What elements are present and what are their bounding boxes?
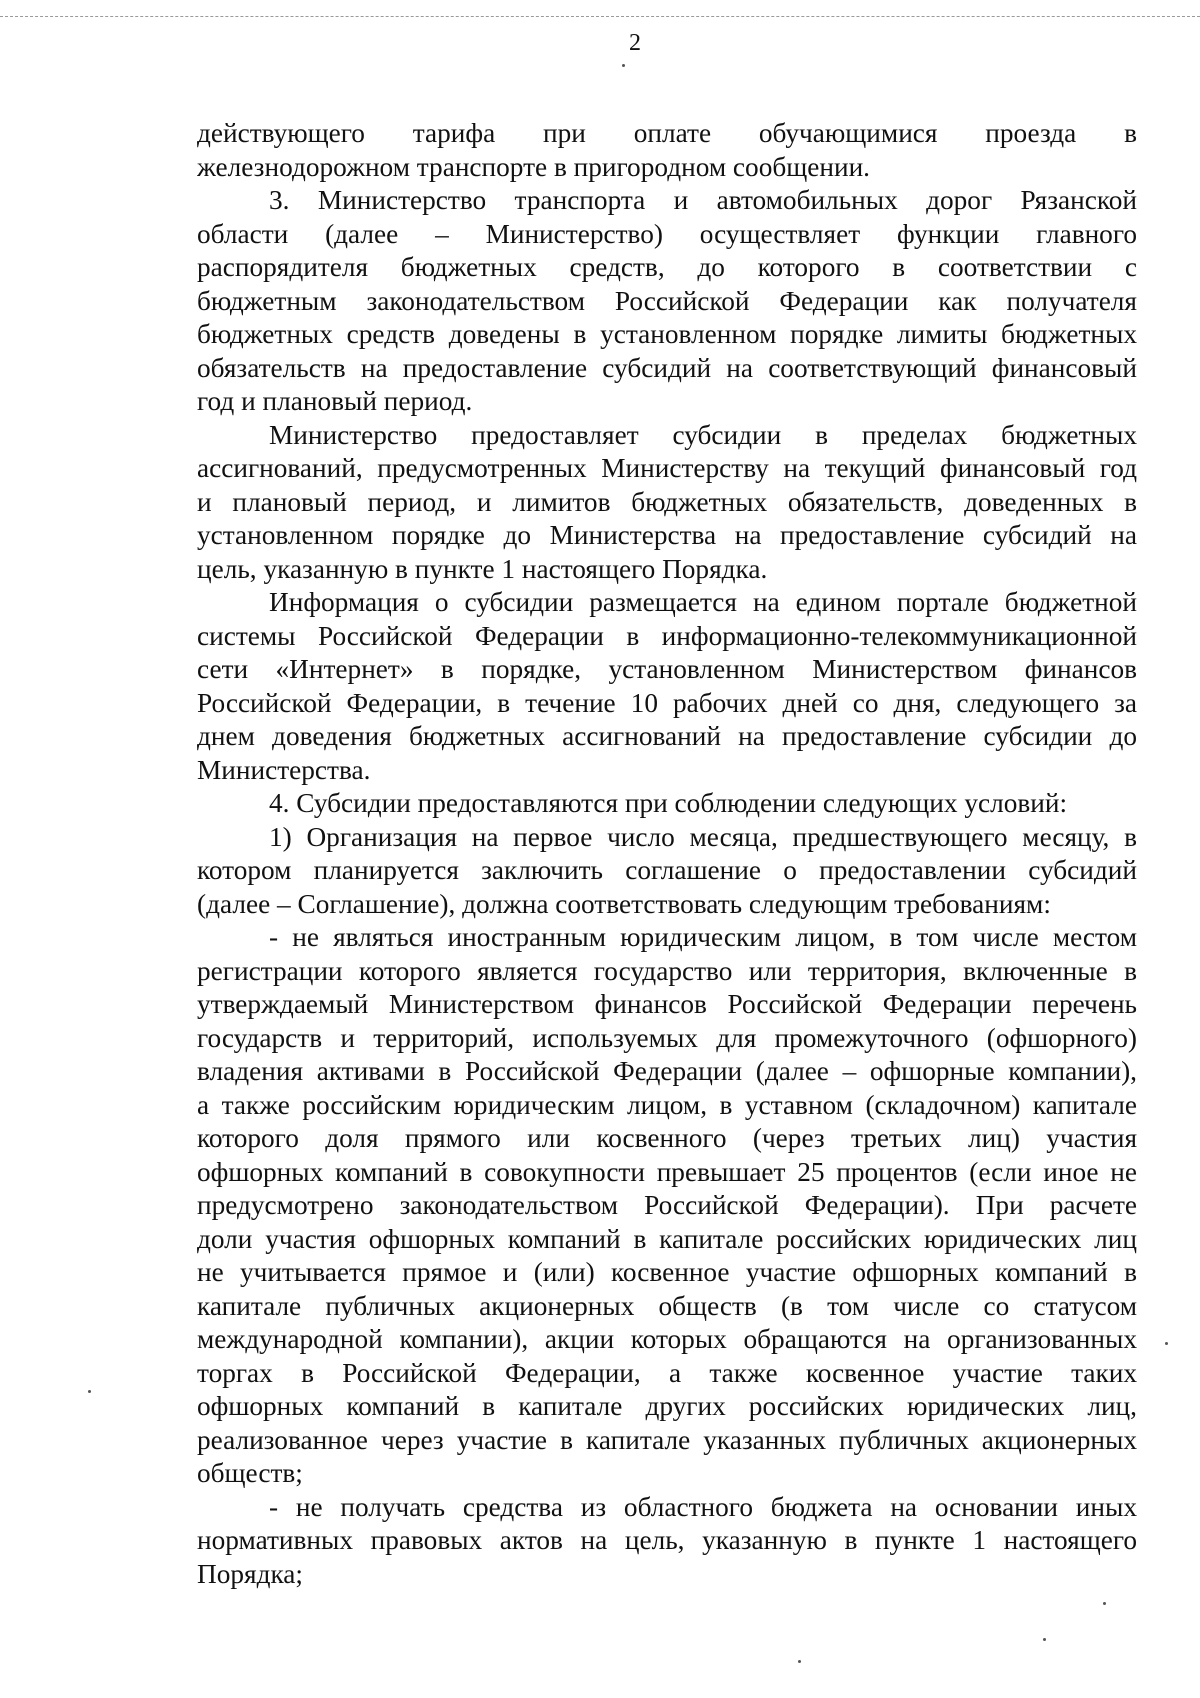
text-line: (далее – Соглашение), должна соответствовать следующим требованиям: [197, 888, 1051, 919]
text-line: Российской Федерации, в течение 10 рабочих дней со дня, следующего за [197, 687, 1137, 718]
page-number: 2 [629, 30, 641, 56]
text-line: Министерство предоставляет субсидии в пределах бюджетных [269, 419, 1137, 450]
text-line: государств и территорий, используемых для промежуточного (офшорного) [197, 1022, 1137, 1053]
text-line: торгах в Российской Федерации, а также косвенное участие таких [197, 1357, 1137, 1388]
text-line: распорядителя бюджетных средств, до которого в соответствии с [197, 252, 1137, 282]
paragraph [197, 419, 1137, 587]
paragraph [197, 184, 1137, 419]
scan-speck [1103, 1602, 1106, 1605]
text-line: котором планируется заключить соглашение о предоставлении субсидий [197, 855, 1137, 885]
scan-speck [1043, 1638, 1046, 1641]
text-line: днем доведения бюджетных ассигнований на предоставление субсидии до [197, 721, 1137, 751]
text-line: Информация о субсидии размещается на едином портале бюджетной [269, 587, 1137, 617]
text-line: не учитывается прямое и (или) косвенное участие офшорных компаний в [197, 1257, 1137, 1287]
text-line: действующего тарифа при оплате обучающимися проезда в [197, 118, 1137, 148]
text-line: обществ; [197, 1458, 303, 1488]
text-line: капитале публичных акционерных обществ (в том числе со статусом [197, 1290, 1137, 1321]
text-line: Министерства. [197, 754, 371, 785]
scan-speck [88, 1390, 91, 1393]
text-line: - не являться иностранным юридическим лицом, в том числе местом [269, 922, 1137, 952]
paragraph [197, 921, 1137, 1491]
text-line: которого доля прямого или косвенного (через третьих лиц) участия [197, 1123, 1137, 1153]
text-line: Порядка; [197, 1558, 304, 1589]
text-line: нормативных правовых актов на цель, указанную в пункте 1 настоящего [197, 1525, 1137, 1555]
text-line: сети «Интернет» в порядке, установленном Министерством финансов [197, 654, 1137, 684]
paragraph [197, 821, 1137, 922]
scan-speck [798, 1660, 801, 1663]
text-line: установленном порядке до Министерства на предоставление субсидий на [197, 520, 1137, 550]
scan-speck [622, 64, 625, 67]
text-line: 1) Организация на первое число месяца, предшествующего месяцу, в [269, 821, 1137, 852]
text-line: бюджетным законодательством Российской Федерации как получателя [197, 285, 1137, 316]
text-line: офшорных компаний в капитале других российских юридических лиц, [197, 1391, 1137, 1421]
text-line: и плановый период, и лимитов бюджетных обязательств, доведенных в [197, 486, 1137, 517]
text-line: 3. Министерство транспорта и автомобильных дорог Рязанской [269, 185, 1137, 215]
text-line: железнодорожном транспорте в пригородном сообщении. [197, 151, 871, 182]
text-line: системы Российской Федерации в информационно-телекоммуникационной [197, 620, 1137, 651]
text-line: предусмотрено законодательством Российской Федерации). При расчете [197, 1190, 1137, 1220]
paragraph [197, 117, 1137, 184]
text-line: владения активами в Российской Федерации (далее – офшорные компании), [197, 1056, 1137, 1086]
paragraph [197, 787, 1137, 821]
text-line: 4. Субсидии предоставляются при соблюдении следующих условий: [269, 788, 1068, 818]
text-line: - не получать средства из областного бюджета на основании иных [269, 1491, 1137, 1522]
scan-speck [1165, 1342, 1168, 1345]
paragraph [197, 586, 1137, 787]
text-line: доли участия офшорных компаний в капитале российских юридических лиц [197, 1223, 1137, 1254]
paragraph [197, 1491, 1137, 1592]
text-line: обязательств на предоставление субсидий на соответствующий финансовый [197, 352, 1137, 383]
text-line: реализованное через участие в капитале указанных публичных акционерных [197, 1424, 1137, 1455]
text-line: а также российским юридическим лицом, в уставном (складочном) капитале [197, 1089, 1137, 1120]
text-line: год и плановый период. [197, 386, 473, 416]
text-line: цель, указанную в пункте 1 настоящего Порядка. [197, 553, 768, 584]
scan-edge-rule [0, 16, 1200, 17]
text-line: утверждаемый Министерством финансов Российской Федерации перечень [197, 989, 1137, 1019]
text-line: регистрации которого является государство или территория, включенные в [197, 955, 1137, 986]
text-line: ассигнований, предусмотренных Министерству на текущий финансовый год [197, 453, 1137, 483]
text-line: области (далее – Министерство) осуществляет функции главного [197, 218, 1137, 249]
text-line: офшорных компаний в совокупности превышает 25 процентов (если иное не [197, 1156, 1137, 1187]
document-body [197, 117, 1137, 1591]
text-line: международной компании), акции которых обращаются на организованных [197, 1324, 1137, 1354]
text-line: бюджетных средств доведены в установленном порядке лимиты бюджетных [197, 319, 1137, 349]
